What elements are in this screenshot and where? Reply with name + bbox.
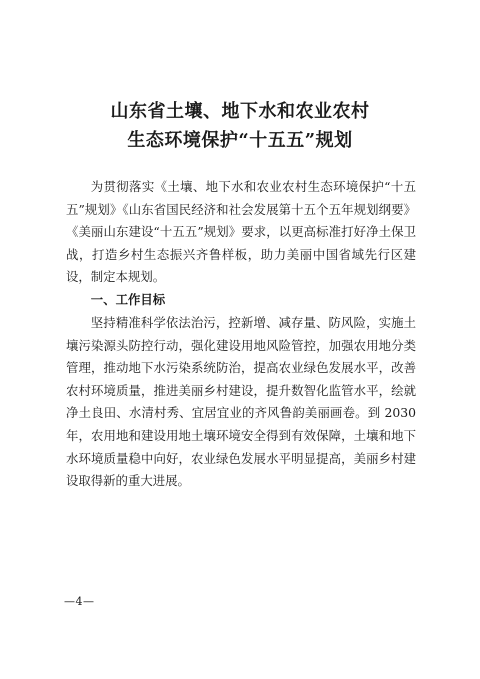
intro-paragraph: 为贯彻落实《土壤、地下水和农业农村生态环境保护“十五五”规划》《山东省国民经济和社会发展第十五个五年规划纲要》《美丽山东建设“十五五”规划》要求，以更高标准打好净土保卫战，打造乡村生态振兴齐鲁样板，助力美丽中国省域先行区建设，制定本规划。 (66, 179, 416, 285)
work-goals-paragraph: 坚持精准科学依法治污，控新增、减存量、防风险，实施土壤污染源头防控行动，强化建设用地风险管控，加强农用地分类管理，推动地下水污染系统防治，提高农业绿色发展水平，改善农村环境质量，推进美丽乡村建设，提升数智化监管水平，绘就净土良田、水清村秀、宜居宜业的齐风鲁韵美丽画卷。到 2030 年，农用地和建设用地土壤环境安全得到有效保障，土壤和地下水环境质量稳中向好，农业绿色发展水平明显提高，美丽乡村建设取得新的重大进展。 (66, 315, 416, 489)
section-heading-work-goals: 一、工作目标 (90, 292, 166, 307)
work-goals-section (66, 312, 416, 493)
document-title-line-2: 生态环境保护“十五五”规划 (127, 130, 353, 151)
page-number: —4— (64, 595, 95, 608)
document-title-line-1: 山东省土壤、地下水和农业农村 (110, 101, 370, 122)
intro-section (66, 176, 416, 289)
